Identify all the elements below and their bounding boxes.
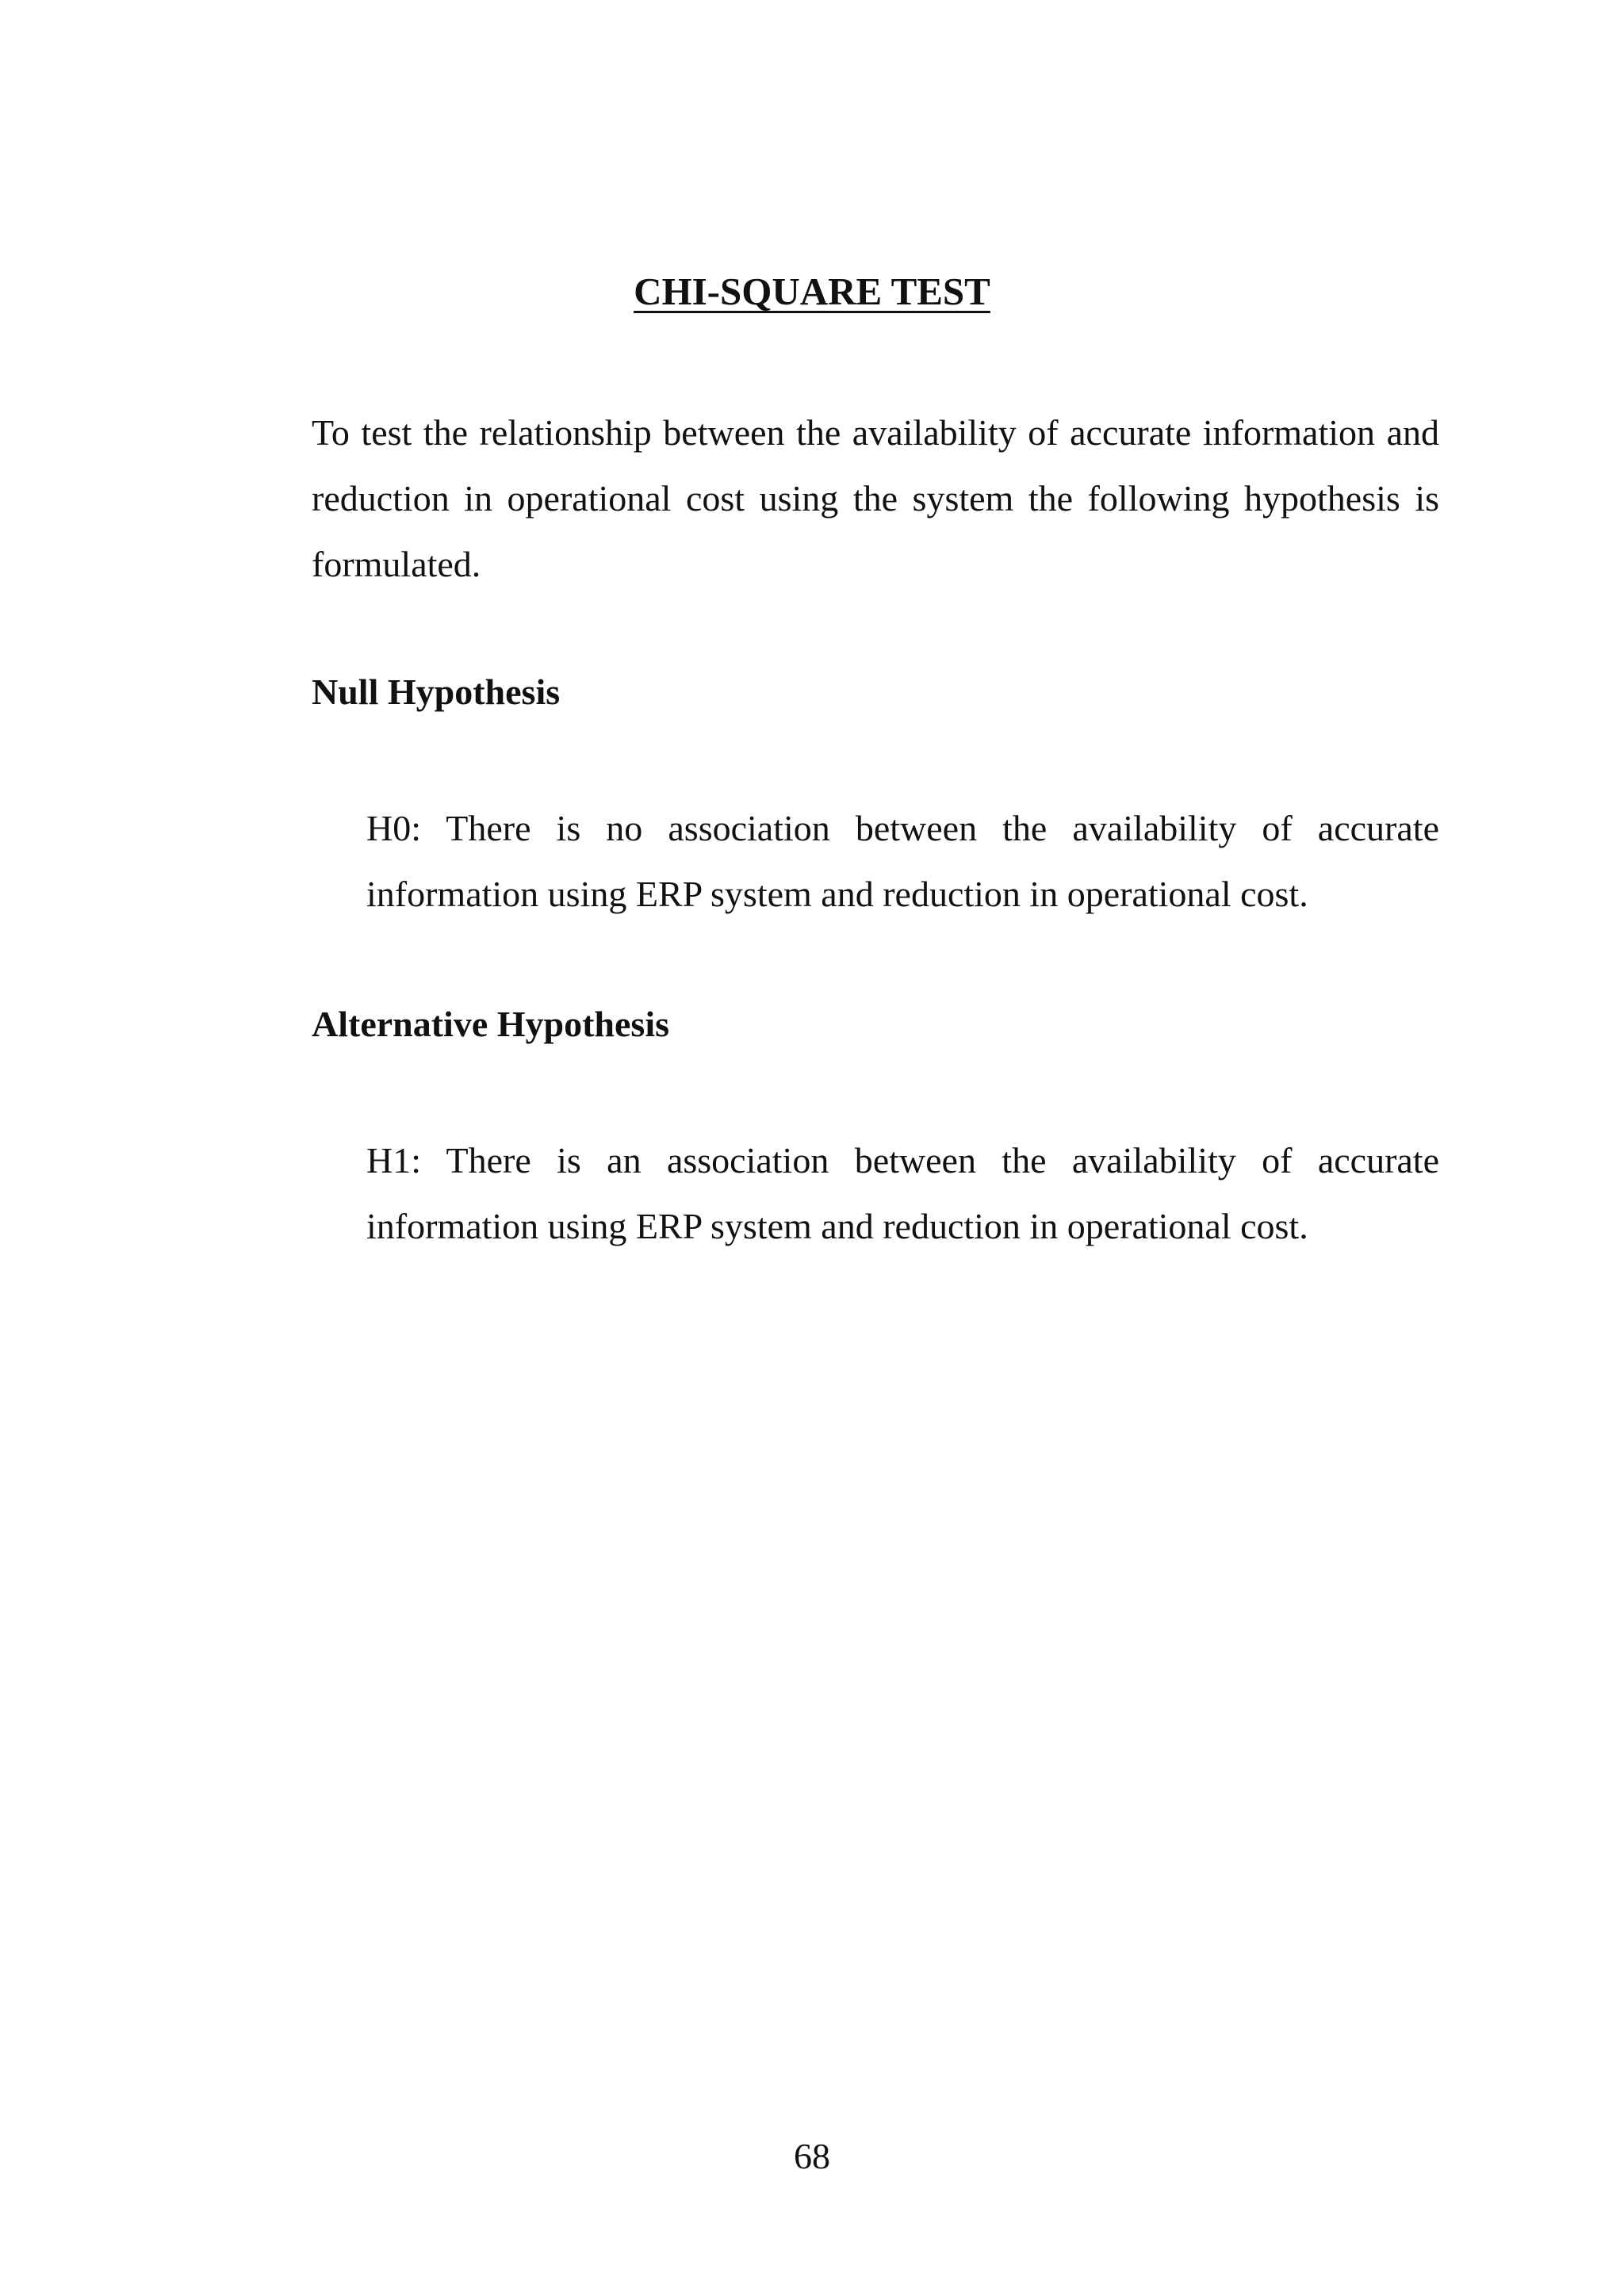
page-title <box>0 268 1624 316</box>
page-number: 68 <box>794 2136 830 2176</box>
alternative-hypothesis-statement: H1: There is an association between the availability of accurate information using ERP system and reduction in operational cost. <box>366 1140 1439 1246</box>
alternative-hypothesis-heading: Alternative Hypothesis <box>312 1004 670 1044</box>
null-hypothesis-statement: H0: There is no association between the availability of accurate information using ERP system and reduction in operational cost. <box>366 808 1439 914</box>
intro-paragraph: To test the relationship between the availability of accurate information and reduction in operational cost using the system the following hypothesis is formulated. <box>312 412 1439 584</box>
null-hypothesis-heading: Null Hypothesis <box>312 672 561 712</box>
page-title-text: CHI-SQUARE TEST <box>634 270 990 313</box>
